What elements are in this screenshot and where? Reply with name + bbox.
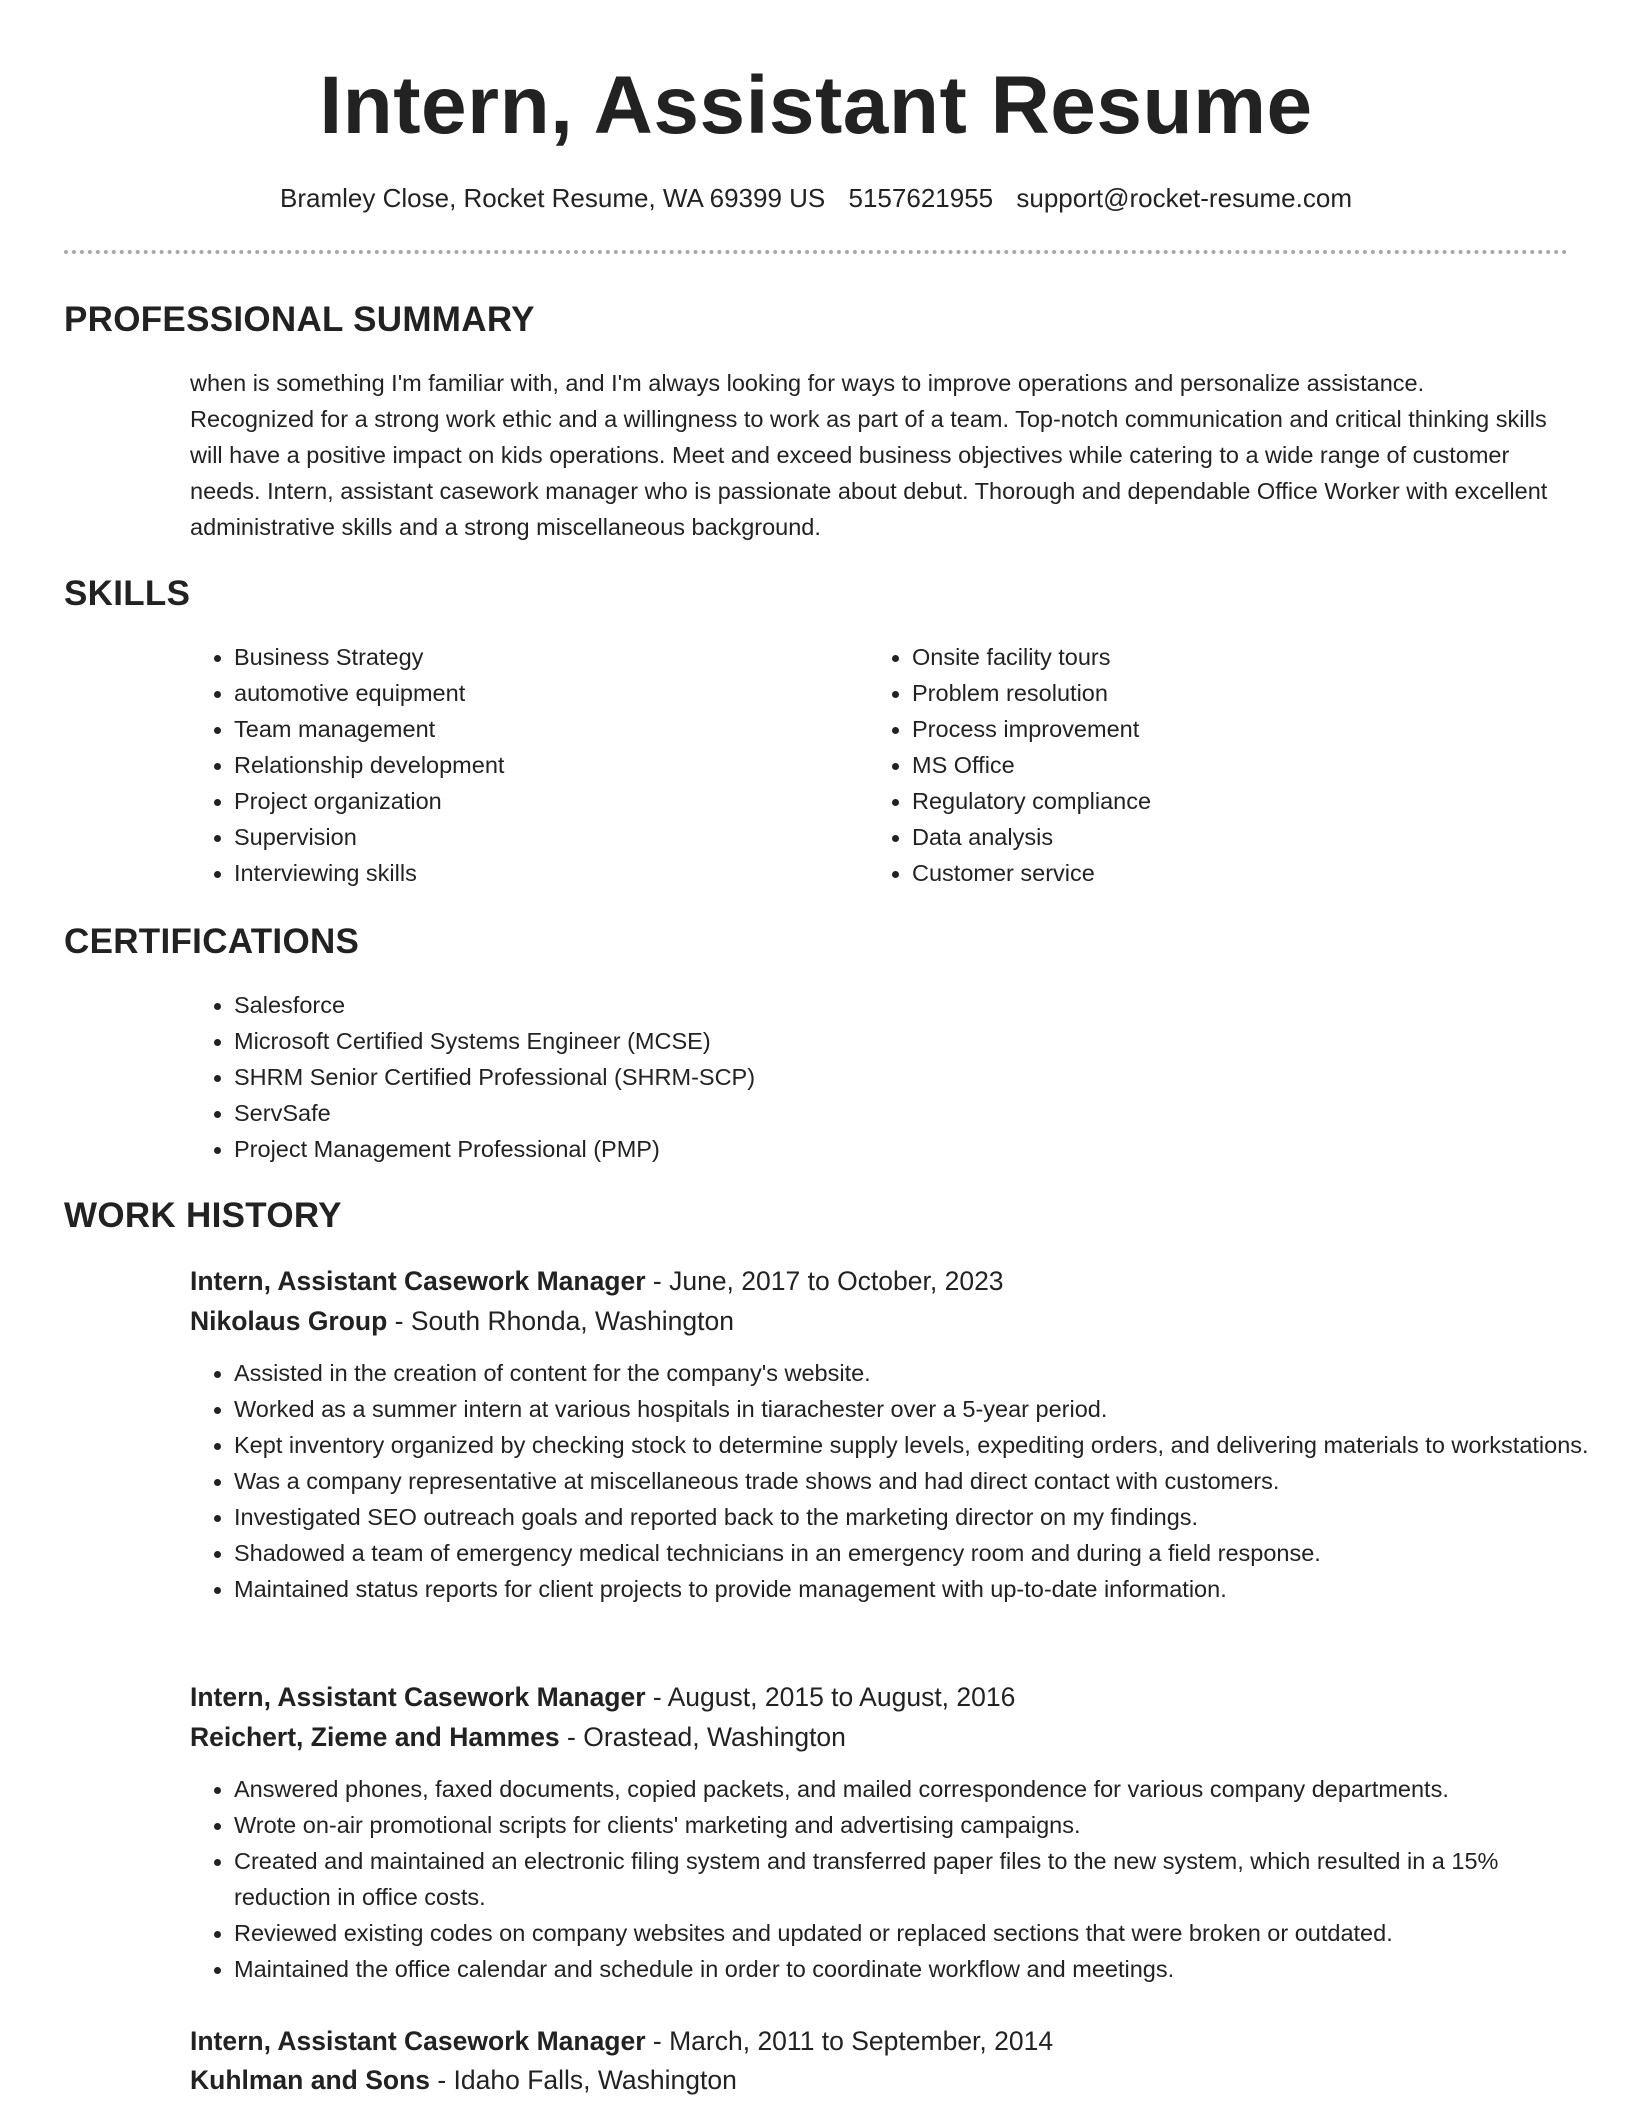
skills-list-right xyxy=(868,639,1572,891)
job-company: Kuhlman and Sons xyxy=(190,2065,430,2095)
job-title: Intern, Assistant Casework Manager xyxy=(190,1682,646,1712)
job-title: Intern, Assistant Casework Manager xyxy=(190,1266,646,1296)
header-divider xyxy=(64,250,1568,254)
skills-list-left xyxy=(190,639,854,891)
skills-heading: SKILLS xyxy=(64,574,191,613)
job-bullet: • Investigated SEO outreach goals and reported back to the marketing director on my findings. xyxy=(234,1499,1596,1535)
skill-item: • Team management xyxy=(234,711,854,747)
job-bullet: • Assisted in the creation of content for the company's website. xyxy=(234,1355,1596,1391)
skill-item: • Regulatory compliance xyxy=(912,783,1572,819)
skill-item: • automotive equipment xyxy=(234,675,854,711)
job-company-line xyxy=(190,1718,846,1756)
job-company-line xyxy=(190,1302,734,1340)
job-company-line xyxy=(190,2061,737,2099)
job-location: - Idaho Falls, Washington xyxy=(430,2065,737,2095)
contact-line xyxy=(0,180,1632,216)
skill-item: • MS Office xyxy=(912,747,1572,783)
job-dates: - March, 2011 to September, 2014 xyxy=(645,2026,1054,2056)
summary-heading: PROFESSIONAL SUMMARY xyxy=(64,300,535,339)
job-bullet: • Kept inventory organized by checking stock to determine supply levels, expediting orders, and delivering materials to workstations. xyxy=(234,1427,1596,1463)
contact-phone: 5157621955 xyxy=(848,183,994,213)
job-bullet: • Was a company representative at miscellaneous trade shows and had direct contact with customers. xyxy=(234,1463,1596,1499)
skill-item: • Supervision xyxy=(234,819,854,855)
skill-item: • Problem resolution xyxy=(912,675,1572,711)
skill-item: • Data analysis xyxy=(912,819,1572,855)
job-bullet: • Maintained status reports for client projects to provide management with up-to-date information. xyxy=(234,1571,1596,1607)
skill-item: • Relationship development xyxy=(234,747,854,783)
job-company: Reichert, Zieme and Hammes xyxy=(190,1722,560,1752)
job-company: Nikolaus Group xyxy=(190,1306,388,1336)
job-dates: - August, 2015 to August, 2016 xyxy=(645,1682,1016,1712)
job-bullet: • Wrote on-air promotional scripts for clients' marketing and advertising campaigns. xyxy=(234,1807,1596,1843)
job-location: - Orastead, Washington xyxy=(559,1722,846,1752)
certifications-heading: CERTIFICATIONS xyxy=(64,922,360,961)
certification-item: • Microsoft Certified Systems Engineer (MCSE) xyxy=(234,1023,1434,1059)
certification-item: • SHRM Senior Certified Professional (SHRM-SCP) xyxy=(234,1059,1434,1095)
certifications-list xyxy=(190,987,1434,1167)
job-bullets xyxy=(190,1355,1596,1607)
resume-title: Intern, Assistant Resume xyxy=(319,60,1313,151)
summary-text: when is something I'm familiar with, and I'm always looking for ways to improve operations and personalize assistance. Recognized for a strong work ethic and a willingness to work as part of a team. Top-notch communication and critical thinking skills will have a positive impact on kids operations. Meet and exceed business objectives while catering to a wide range of customer needs. Intern, assistant casework manager who is passionate about debut. Thorough and dependable Office Worker with excellent administrative skills and a strong miscellaneous background. xyxy=(190,370,1548,540)
skill-item: • Customer service xyxy=(912,855,1572,891)
work-history-heading: WORK HISTORY xyxy=(64,1196,342,1235)
contact-email: support@rocket-resume.com xyxy=(1016,183,1352,213)
job-bullet: • Reviewed existing codes on company websites and updated or replaced sections that were broken or outdated. xyxy=(234,1915,1596,1951)
skill-item: • Process improvement xyxy=(912,711,1572,747)
job-title-line xyxy=(190,1262,1004,1300)
skill-item: • Onsite facility tours xyxy=(912,639,1572,675)
job-title-line xyxy=(190,1678,1015,1716)
contact-address: Bramley Close, Rocket Resume, WA 69399 US xyxy=(280,183,826,213)
certification-item: • Project Management Professional (PMP) xyxy=(234,1131,1434,1167)
job-bullet: • Maintained the office calendar and schedule in order to coordinate workflow and meetings. xyxy=(234,1951,1596,1987)
job-title-line xyxy=(190,2022,1053,2060)
job-dates: - June, 2017 to October, 2023 xyxy=(645,1266,1004,1296)
job-bullet: • Created and maintained an electronic filing system and transferred paper files to the new system, which resulted in a 15% reduction in office costs. xyxy=(234,1843,1596,1915)
skill-item: • Interviewing skills xyxy=(234,855,854,891)
job-bullet: • Shadowed a team of emergency medical technicians in an emergency room and during a field response. xyxy=(234,1535,1596,1571)
job-location: - South Rhonda, Washington xyxy=(387,1306,734,1336)
certification-item: • ServSafe xyxy=(234,1095,1434,1131)
skill-item: • Project organization xyxy=(234,783,854,819)
job-bullets xyxy=(190,1771,1596,1987)
skill-item: • Business Strategy xyxy=(234,639,854,675)
job-bullet: • Answered phones, faxed documents, copied packets, and mailed correspondence for various company departments. xyxy=(234,1771,1596,1807)
certification-item: • Salesforce xyxy=(234,987,1434,1023)
job-bullet: • Worked as a summer intern at various hospitals in tiarachester over a 5-year period. xyxy=(234,1391,1596,1427)
job-title: Intern, Assistant Casework Manager xyxy=(190,2026,646,2056)
